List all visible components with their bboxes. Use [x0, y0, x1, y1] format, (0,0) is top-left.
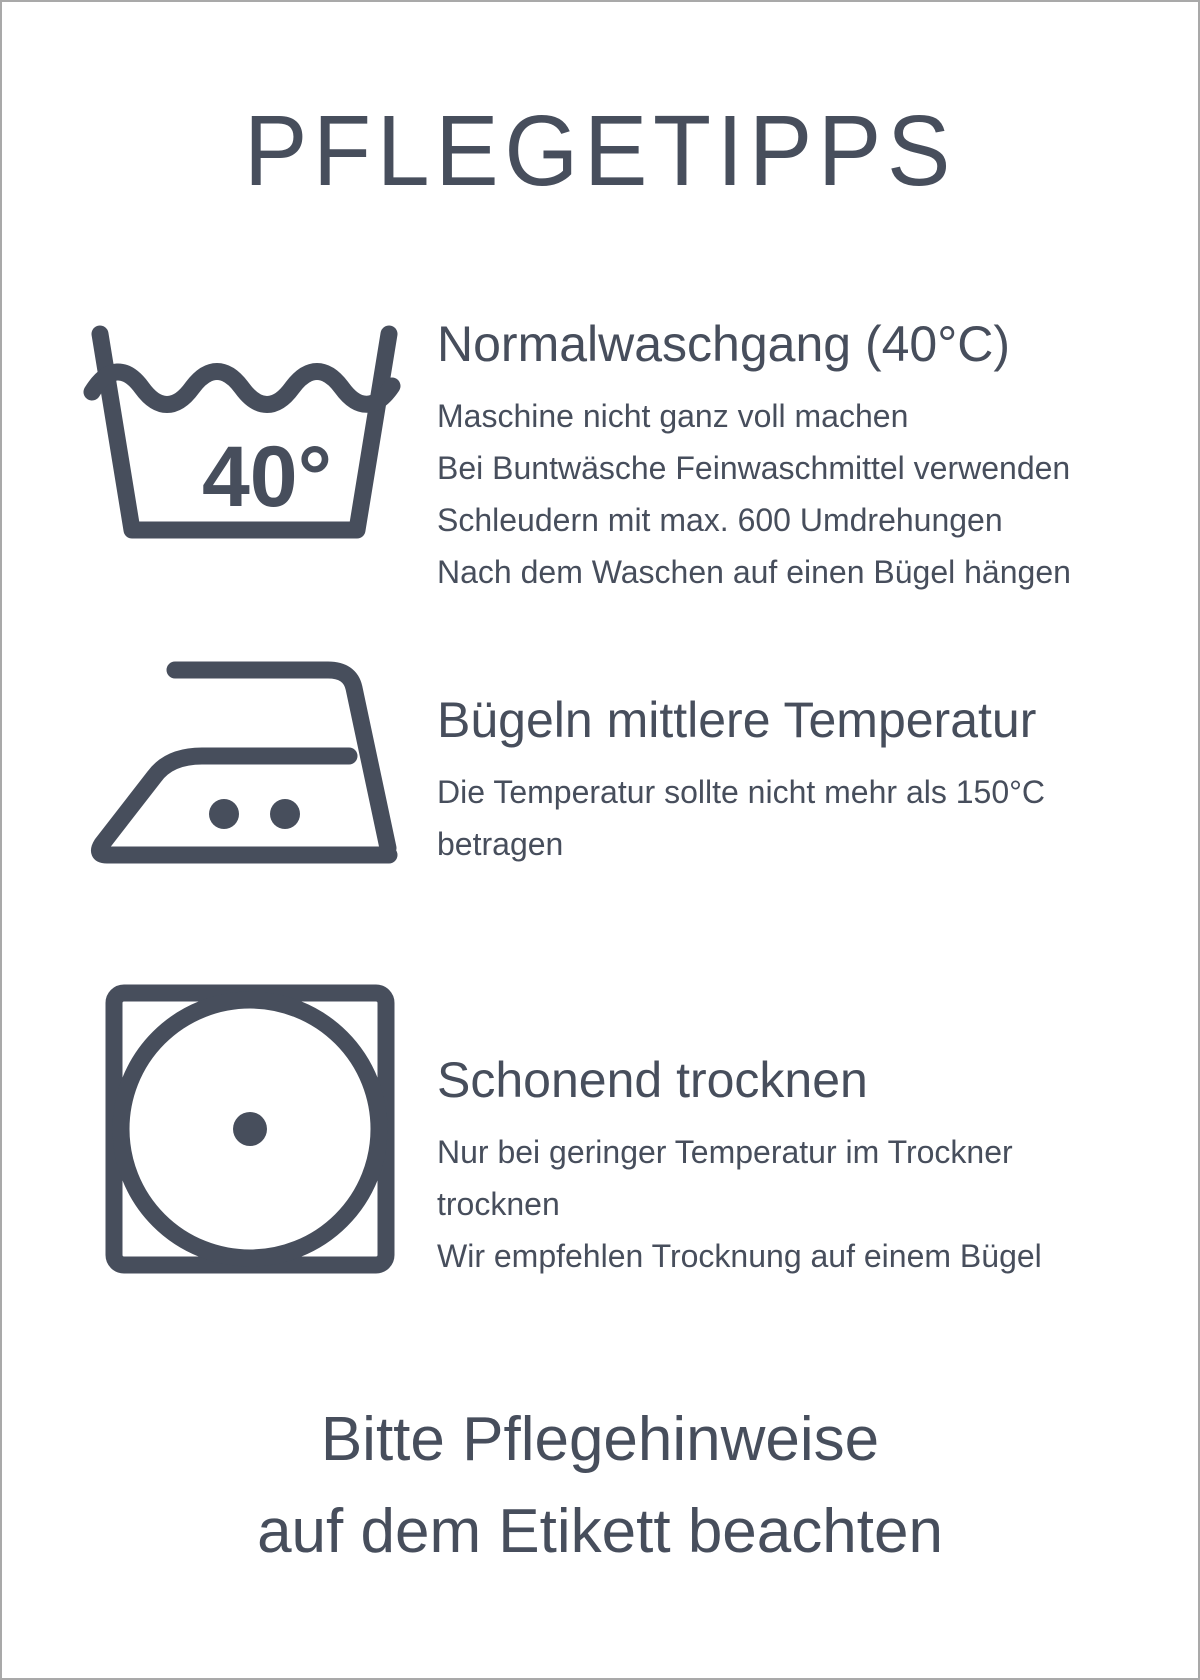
iron-dot-1 — [209, 799, 239, 829]
wash-tub-40-icon — [82, 324, 407, 549]
footer-note — [2, 1394, 1198, 1578]
washing-line-3: Schleudern mit max. 600 Umdrehungen — [437, 502, 1003, 538]
tumble-dry-low-icon — [105, 984, 395, 1274]
wash-water-wave — [92, 372, 392, 405]
wash-temperature-label: 40° — [201, 429, 333, 525]
washing-line-2: Bei Buntwäsche Feinwaschmittel verwenden — [437, 450, 1071, 486]
care-section-washing — [437, 314, 1157, 598]
tumble-dry-icon-svg — [105, 984, 395, 1274]
care-section-drying — [437, 1050, 1157, 1282]
iron-body — [99, 756, 389, 855]
drying-line-1: Nur bei geringer Temperatur im Trockner trocknen — [437, 1134, 1013, 1222]
section-heading-ironing: Bügeln mittlere Temperatur — [437, 692, 1037, 748]
drying-line-2: Wir empfehlen Trocknung auf einem Bügel — [437, 1238, 1042, 1274]
care-section-ironing — [437, 690, 1157, 870]
footer-note-line-2: auf dem Etikett beachten — [257, 1497, 943, 1566]
page-title: PFLEGETIPPS — [243, 95, 957, 207]
washing-line-1: Maschine nicht ganz voll machen — [437, 398, 909, 434]
washing-line-4: Nach dem Waschen auf einen Bügel hängen — [437, 554, 1071, 590]
footer-note-line-1: Bitte Pflegehinweise — [320, 1405, 880, 1474]
iron-icon-svg — [72, 614, 407, 864]
dryer-low-temp-dot — [233, 1112, 267, 1146]
section-heading-washing: Normalwaschgang (40°C) — [437, 316, 1010, 372]
ironing-line-1: Die Temperatur sollte nicht mehr als 150°C betragen — [437, 774, 1046, 862]
iron-dot-2 — [270, 799, 300, 829]
iron-medium-heat-icon — [72, 614, 407, 864]
section-heading-drying: Schonend trocknen — [437, 1052, 868, 1108]
wash-tub-40-icon-svg — [82, 324, 407, 549]
